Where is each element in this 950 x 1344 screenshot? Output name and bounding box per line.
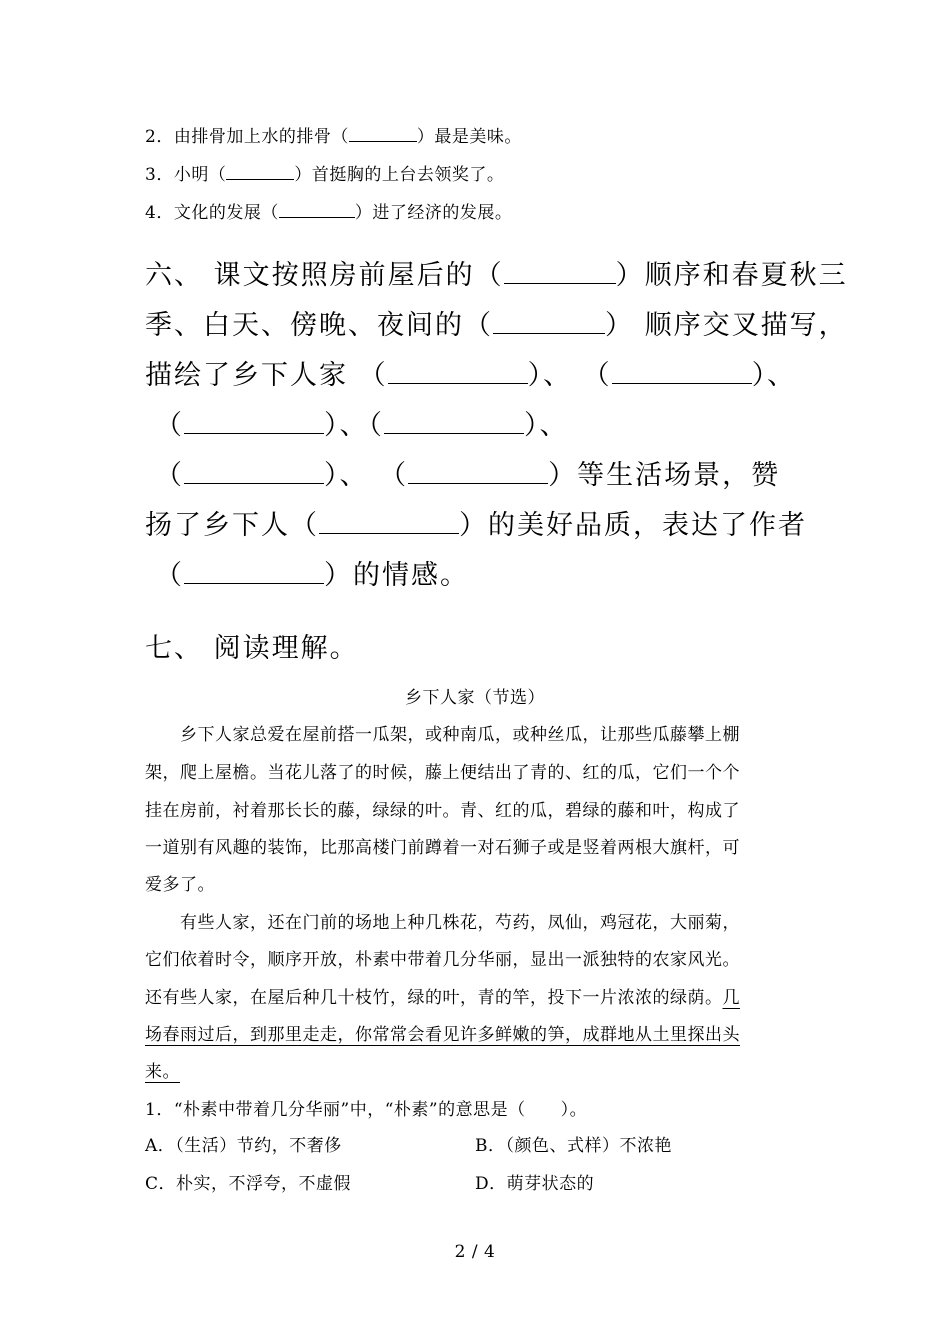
option-c[interactable]: C．朴实，不浮夸，不虚假 [145, 1174, 352, 1194]
answer-blank[interactable] [384, 405, 524, 434]
section6-text: 六、 课文按照房前屋后的（ [145, 260, 504, 291]
fill-item-2 [145, 122, 522, 147]
section6-text: ）、 [751, 360, 797, 391]
options-row-1 [145, 1131, 845, 1156]
section6-line-5 [155, 453, 780, 492]
passage-title: 乡下人家（节选） [405, 688, 545, 708]
passage-line: 乡下人家总爱在屋前搭一瓜架，或种南瓜，或种丝瓜，让那些瓜藤攀上棚 [145, 725, 740, 745]
section6-text: （ [155, 560, 184, 591]
option-b[interactable]: B．（颜色、式样）不浓艳 [475, 1136, 672, 1156]
option-d[interactable]: D．萌芽状态的 [475, 1174, 595, 1194]
section6-text: 扬了乡下人（ [145, 510, 319, 541]
section6-text: 季、白天、傍晚、夜间的（ [145, 310, 493, 341]
fill-item-3-text-after: ）首挺胸的上台去领奖了。 [294, 165, 505, 185]
page-number: 2 / 4 [454, 1242, 496, 1262]
underlined-sentence: 场春雨过后，到那里走走，你常常会看见许多鲜嫩的笋，成群地从土里探出头 [145, 1025, 740, 1045]
passage-line: 架，爬上屋檐。当花儿落了的时候，藤上便结出了青的、红的瓜，它们一个个 [145, 763, 740, 783]
passage-text: 还有些人家，在屋后种几十枝竹，绿的叶，青的竿，投下一片浓浓的绿荫。 [145, 988, 723, 1008]
section6-text: （ [155, 460, 184, 491]
section6-line-7 [155, 553, 469, 592]
answer-blank[interactable] [504, 255, 616, 284]
section6-text: （ [155, 410, 184, 441]
fill-item-4 [145, 198, 512, 223]
section7-heading: 七、 阅读理解。 [145, 633, 359, 664]
answer-blank[interactable] [493, 305, 605, 334]
fill-item-4-text-before: 4．文化的发展（ [145, 203, 279, 223]
answer-blank[interactable] [184, 405, 324, 434]
section6-line-3 [145, 353, 796, 392]
passage-line: 爱多了。 [145, 875, 215, 895]
answer-blank[interactable] [226, 161, 294, 180]
section6-line-4 [155, 403, 569, 442]
question-1: 1．“朴素中带着几分华丽”中，“朴素”的意思是（ ）。 [145, 1100, 588, 1120]
section6-text: ）、 （ [527, 360, 612, 391]
answer-blank[interactable] [408, 455, 548, 484]
section6-text: ） 顺序交叉描写， [605, 310, 848, 341]
underlined-sentence: 来。 [145, 1062, 180, 1082]
passage-line [145, 983, 740, 1008]
answer-blank[interactable] [279, 199, 355, 218]
section6-text: ）、 （ [324, 460, 409, 491]
option-a[interactable]: A．（生活）节约，不奢侈 [145, 1136, 342, 1156]
passage-line: 挂在房前，衬着那长长的藤，绿绿的叶。青、红的瓜，碧绿的藤和叶，构成了 [145, 801, 740, 821]
options-row-2 [145, 1169, 845, 1194]
section6-text: ）、（ [324, 410, 384, 441]
section6-text: ）的美好品质，表达了作者 [459, 510, 807, 541]
fill-item-3-text-before: 3．小明（ [145, 165, 227, 185]
answer-blank[interactable] [349, 123, 417, 142]
passage-line: 有些人家，还在门前的场地上种几株花，芍药，凤仙，鸡冠花，大丽菊， [145, 913, 740, 933]
section6-text: 描绘了乡下人家 （ [145, 360, 388, 391]
fill-item-3 [145, 160, 504, 185]
section6-line-6 [145, 503, 807, 542]
answer-blank[interactable] [184, 555, 324, 584]
fill-item-2-text-before: 2．由排骨加上水的排骨（ [145, 127, 349, 147]
section6-line-2 [145, 303, 848, 342]
fill-item-2-text-after: ）最是美味。 [416, 127, 522, 147]
section6-text: ）的情感。 [324, 560, 469, 591]
section6-text: ）顺序和春夏秋三 [615, 260, 848, 291]
section6-text: ）等生活场景，赞 [548, 460, 781, 491]
passage-line: 一道别有风趣的装饰，比那高楼门前蹲着一对石狮子或是竖着两根大旗杆，可 [145, 838, 740, 858]
answer-blank[interactable] [184, 455, 324, 484]
section6-line-1 [145, 253, 848, 292]
passage-line: 它们依着时令，顺序开放，朴素中带着几分华丽，显出一派独特的农家风光。 [145, 950, 740, 970]
section6-text: ）、 [524, 410, 569, 441]
fill-item-4-text-after: ）进了经济的发展。 [354, 203, 513, 223]
answer-blank[interactable] [612, 355, 752, 384]
underlined-sentence: 几 [722, 988, 740, 1008]
answer-blank[interactable] [388, 355, 528, 384]
answer-blank[interactable] [319, 505, 459, 534]
